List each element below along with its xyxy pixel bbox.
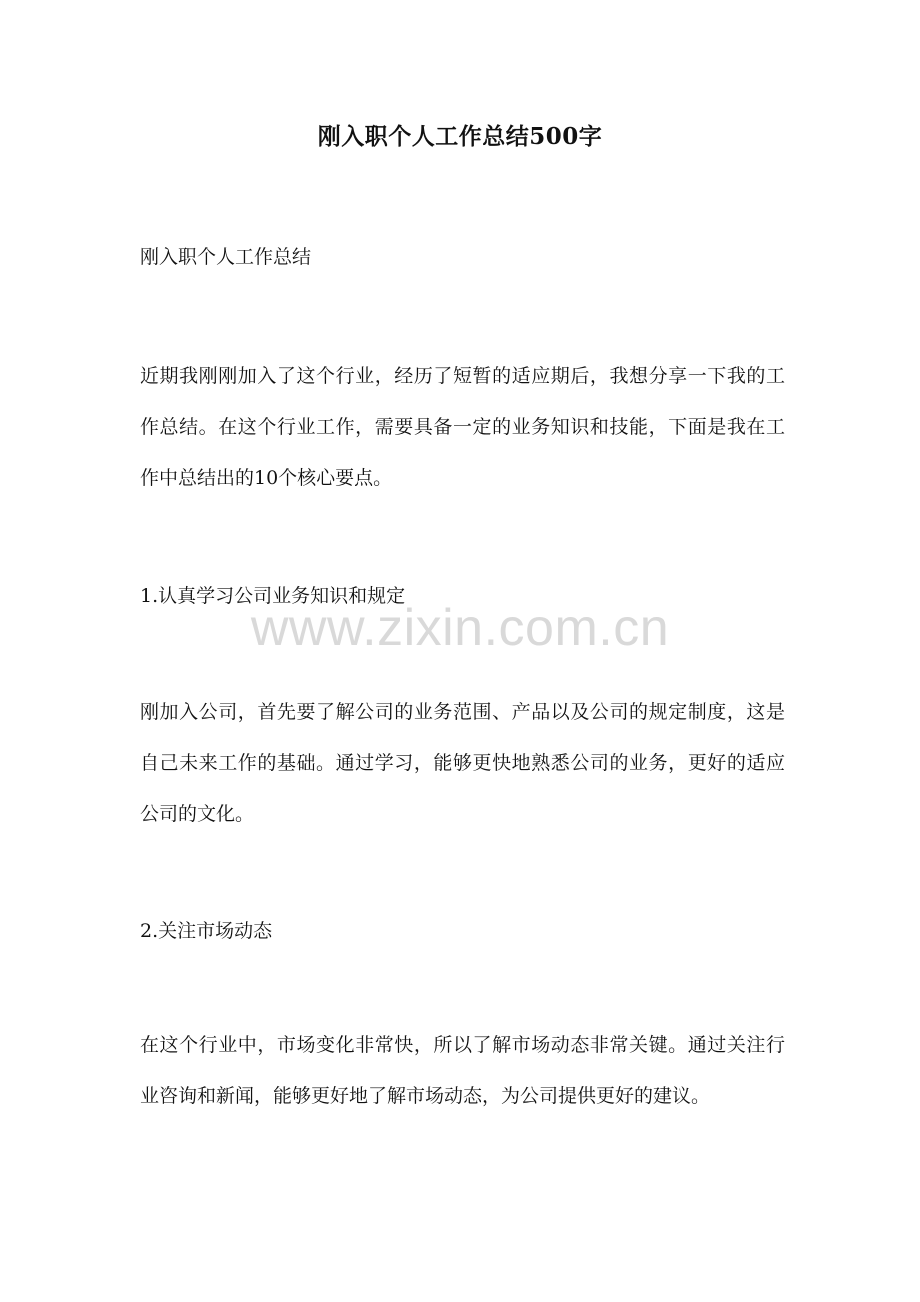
section-heading-1: 1.认真学习公司业务知识和规定 [140, 585, 406, 607]
section-body-1: 刚加入公司，首先要了解公司的业务范围、产品以及公司的规定制度，这是自己未来工作的基础。通过学习，能够更快地熟悉公司的业务，更好的适应公司的文化。 [140, 701, 785, 825]
document-subtitle: 刚入职个人工作总结 [140, 246, 312, 268]
watermark-text: www.zixin.com.cn [250, 599, 670, 657]
intro-paragraph: 近期我刚刚加入了这个行业，经历了短暂的适应期后，我想分享一下我的工作总结。在这个行业工作，需要具备一定的业务知识和技能，下面是我在工作中总结出的10个核心要点。 [140, 365, 785, 489]
document-title: 刚入职个人工作总结500字 [317, 123, 603, 150]
section-heading-2: 2.关注市场动态 [140, 920, 273, 942]
section-body-2: 在这个行业中，市场变化非常快，所以了解市场动态非常关键。通过关注行业咨询和新闻，能够更好地了解市场动态，为公司提供更好的建议。 [140, 1034, 785, 1107]
